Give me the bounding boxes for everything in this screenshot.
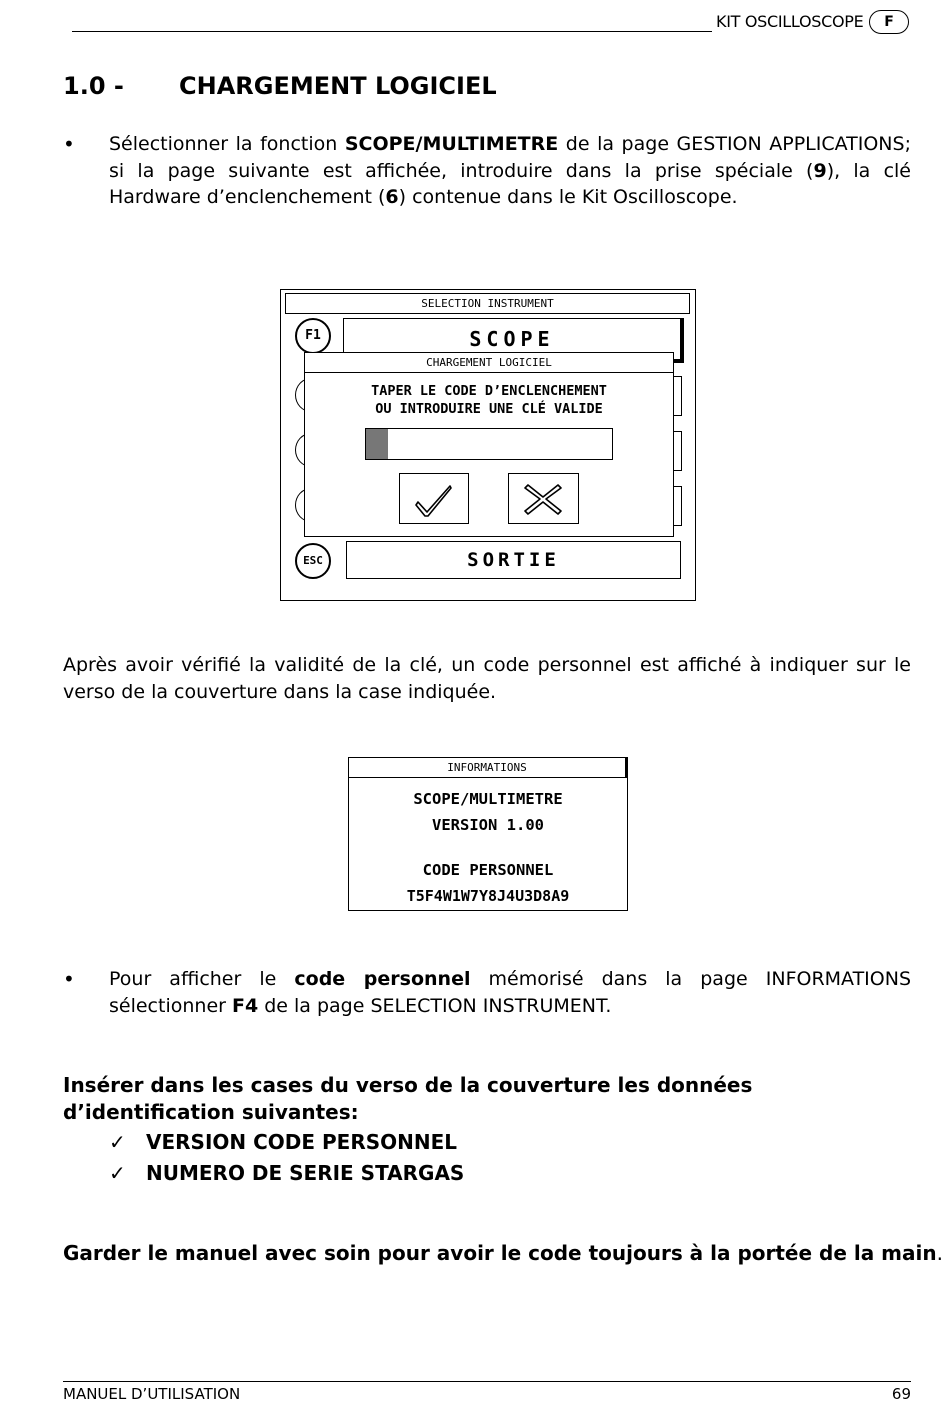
bullet2-bold-code: code personnel	[294, 968, 471, 990]
bullet2-text-1: Pour afficher le	[109, 968, 295, 990]
intro-bold-9: 9	[813, 159, 827, 182]
bullet2-text-3: de la page SELECTION INSTRUMENT.	[258, 994, 612, 1017]
checklist-item	[109, 1130, 457, 1154]
info-personal-code: T5F4W1W7Y8J4U3D8A9	[406, 887, 570, 905]
intro-text-2: de la page GESTION APPLICATIONS; si la page suivante est affichée, introduire dans la prise spéciale (	[109, 133, 911, 182]
check-icon	[400, 474, 468, 523]
checklist-item-label: NUMERO DE SERIE STARGAS	[146, 1161, 465, 1185]
header-title: KIT OSCILLOSCOPE	[716, 12, 864, 31]
personal-code-paragraph	[109, 966, 911, 1019]
footer-manual-title: MANUEL D’UTILISATION	[63, 1385, 241, 1403]
intro-bold-function: SCOPE/MULTIMETRE	[344, 133, 559, 155]
footer-rule	[63, 1381, 911, 1382]
code-progress-bar	[365, 428, 613, 460]
section-title: CHARGEMENT LOGICIEL	[179, 72, 497, 100]
dialog-title: CHARGEMENT LOGICIEL	[305, 353, 673, 373]
cancel-button[interactable]	[508, 473, 579, 524]
screen1-title-bar: SELECTION INSTRUMENT	[285, 293, 690, 314]
insert-data-paragraph: Insérer dans les cases du verso de la couverture les données d’identification suivantes:	[63, 1073, 753, 1124]
intro-text-1: Sélectionner la fonction	[109, 133, 345, 155]
selection-instrument-screen	[280, 289, 696, 601]
bullet2-bold-f4: F4	[231, 994, 259, 1017]
header-rule	[72, 31, 712, 32]
screen2-title-bar: INFORMATIONS	[349, 758, 627, 778]
after-key-paragraph: Après avoir vérifié la validité de la clé, un code personnel est affiché à indiquer sur le verso de la couverture dans la case indiquée.	[63, 654, 911, 703]
informations-screen	[348, 757, 628, 911]
intro-text-4: ) contenue dans le Kit Oscilloscope.	[398, 186, 738, 208]
f1-key[interactable]: F1	[295, 318, 331, 354]
bullet-dot-2: •	[63, 967, 75, 991]
info-version-line: VERSION 1.00	[432, 816, 544, 834]
exit-button[interactable]: SORTIE	[346, 541, 681, 579]
dialog-prompt-line-1: TAPER LE CODE D’ENCLENCHEMENT	[371, 383, 607, 399]
intro-paragraph	[109, 131, 911, 211]
closing-text: Garder le manuel avec soin pour avoir le code toujours à la portée de la main	[63, 1241, 937, 1265]
cross-icon	[509, 474, 578, 523]
intro-text-3: ), la clé Hardware d’enclenchement (	[109, 159, 911, 208]
checklist-item	[109, 1161, 464, 1185]
progress-fill	[366, 429, 388, 459]
checklist-item-label: VERSION CODE PERSONNEL	[146, 1130, 458, 1154]
section-heading	[63, 72, 497, 100]
bullet2-text-2: mémorisé dans la page INFORMATIONS sélectionner	[109, 968, 912, 1017]
software-loading-dialog	[304, 352, 674, 537]
page-number: 69	[891, 1385, 911, 1403]
esc-key[interactable]: ESC	[295, 543, 331, 579]
info-code-label: CODE PERSONNEL	[422, 861, 554, 879]
checkmark-icon: ✓	[109, 1161, 126, 1185]
language-badge: F	[869, 10, 909, 34]
confirm-button[interactable]	[399, 473, 469, 524]
info-product-line: SCOPE/MULTIMETRE	[413, 790, 563, 808]
dialog-prompt-line-2: OU INTRODUIRE UNE CLÉ VALIDE	[375, 401, 603, 417]
closing-period: .	[936, 1241, 943, 1265]
checkmark-icon: ✓	[109, 1130, 126, 1154]
section-number: 1.0 -	[63, 72, 124, 100]
intro-bold-6: 6	[385, 186, 399, 208]
closing-paragraph	[63, 1241, 943, 1265]
bullet-dot-1: •	[63, 132, 75, 156]
scope-button[interactable]: SCOPE	[343, 318, 684, 363]
